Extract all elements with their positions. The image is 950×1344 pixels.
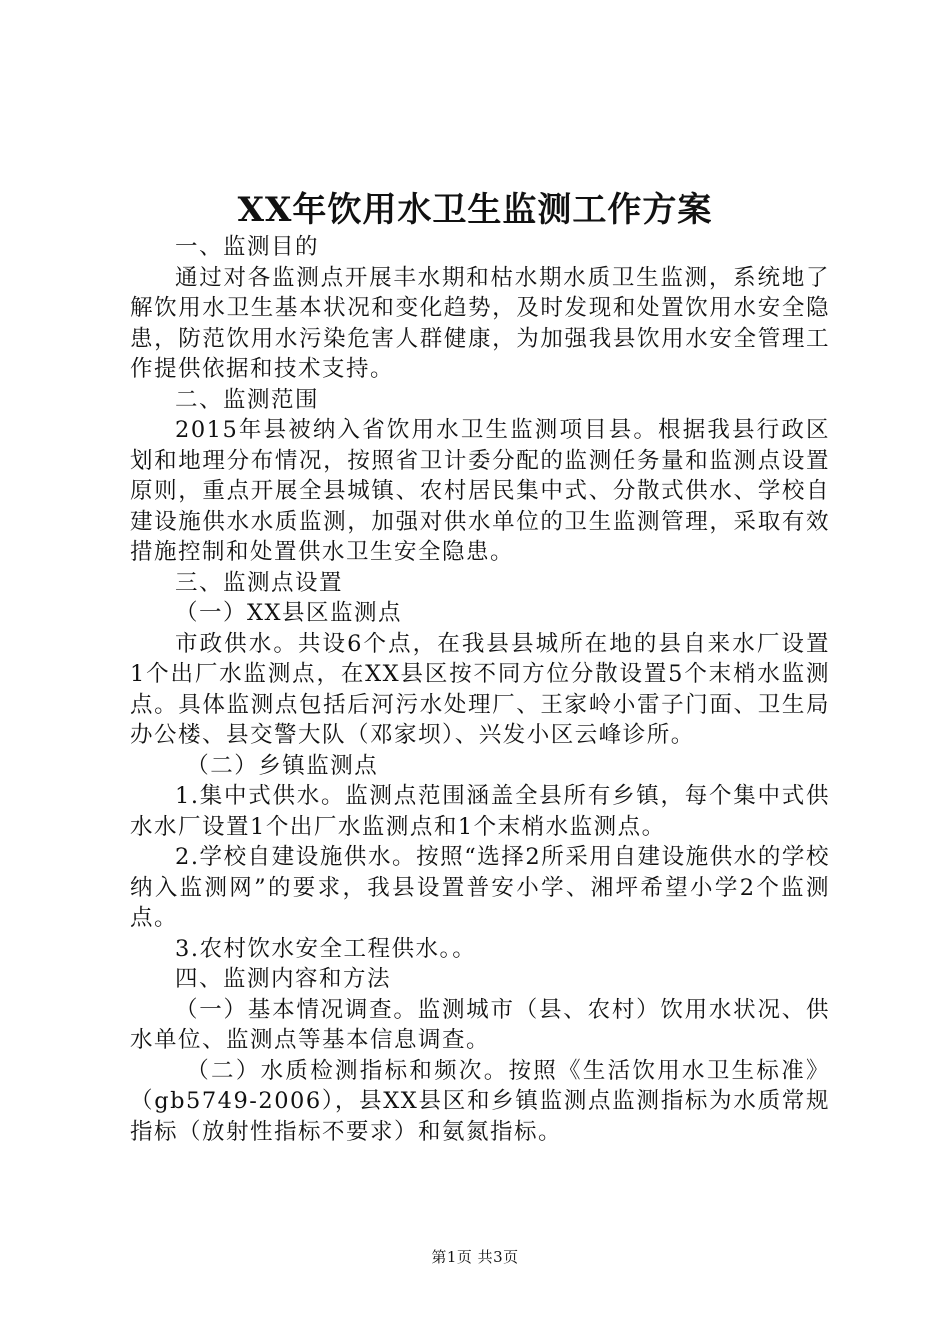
subheading-township-sites: （二）乡镇监测点: [186, 752, 379, 779]
document-body: [130, 232, 830, 1147]
section-heading-purpose: 一、监测目的: [175, 234, 320, 260]
paragraph-municipal-supply: 市政供水。共设6个点，在我县县城所在地的县自来水厂设置1个出厂水监测点，在XX县区按不同方位分散设置5个末梢水监测点。具体监测点包括后河污水处理厂、王家岭小雷子门面、卫生局办公楼、县交警大队（邓家坝）、兴发小区云峰诊所。: [130, 630, 830, 748]
paragraph-scope: 2015年县被纳入省饮用水卫生监测项目县。根据我县行政区划和地理分布情况，按照省卫计委分配的监测任务量和监测点设置原则，重点开展全县城镇、农村居民集中式、分散式供水、学校自建设施供水水质监测，加强对供水单位的卫生监测管理，采取有效措施控制和处置供水卫生安全隐患。: [130, 417, 830, 565]
paragraph-centralized-supply: 1.集中式供水。监测点范围涵盖全县所有乡镇，每个集中式供水水厂设置1个出厂水监测点和1个末梢水监测点。: [130, 783, 830, 840]
paragraph-basic-survey: （一）基本情况调查。监测城市（县、农村）饮用水状况、供水单位、监测点等基本信息调查。: [130, 996, 830, 1053]
section-heading-content-methods: 四、监测内容和方法: [175, 966, 392, 992]
document-title: XX年饮用水卫生监测工作方案: [237, 190, 713, 230]
paragraph-quality-indicators: （二）水质检测指标和频次。按照《生活饮用水卫生标准》（gb5749-2006），县XX县区和乡镇监测点监测指标为水质常规指标（放射性指标不要求）和氨氮指标。: [130, 1057, 830, 1145]
page-footer: 第1页 共3页: [431, 1248, 519, 1266]
section-heading-sites: 三、监测点设置: [175, 569, 344, 596]
subheading-county-sites: （一）XX县区监测点: [175, 600, 403, 626]
section-heading-scope: 二、监测范围: [175, 386, 320, 413]
paragraph-school-supply: 2.学校自建设施供水。按照“选择2所采用自建设施供水的学校纳入监测网”的要求，我县设置普安小学、湘坪希望小学2个监测点。: [130, 844, 830, 931]
paragraph-rural-supply: 3.农村饮水安全工程供水。。: [175, 935, 477, 962]
paragraph-purpose: 通过对各监测点开展丰水期和枯水期水质卫生监测，系统地了解饮用水卫生基本状况和变化趋势，及时发现和处置饮用水安全隐患，防范饮用水污染危害人群健康，为加强我县饮用水安全管理工作提供依据和技术支持。: [130, 264, 830, 382]
